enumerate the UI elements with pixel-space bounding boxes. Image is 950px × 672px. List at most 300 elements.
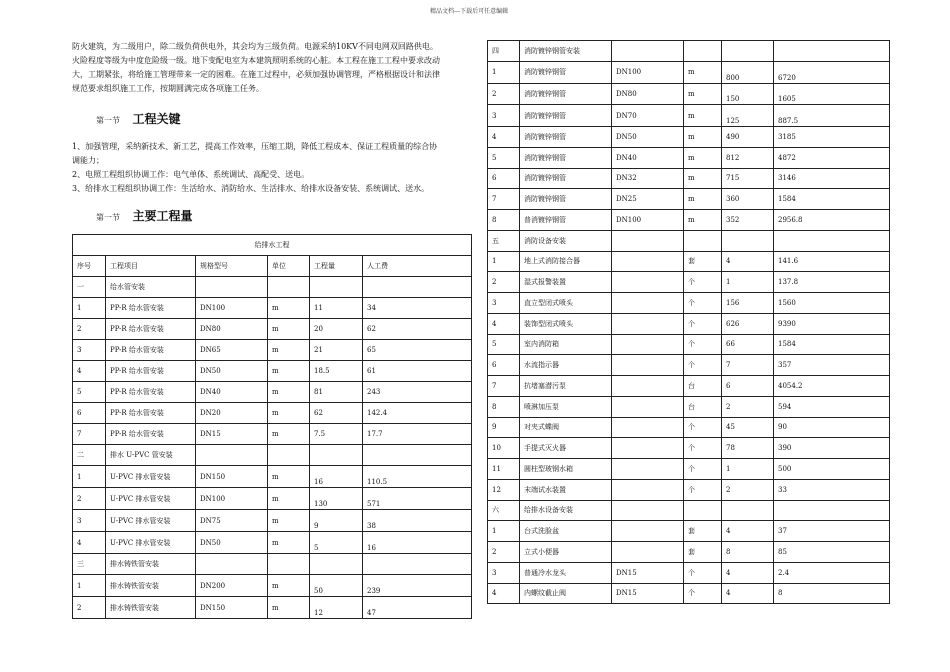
table-cell: m	[268, 488, 310, 510]
section-title: 主要工程量	[132, 209, 193, 223]
table-cell	[310, 277, 363, 298]
table-cell: 台式洗脸盆	[520, 521, 612, 542]
table-cell: DN50	[196, 532, 268, 554]
table-cell: 10	[488, 438, 520, 459]
table-row	[488, 583, 890, 604]
table-cell: 8	[488, 396, 520, 417]
table-cell: 110.5	[363, 466, 472, 488]
table-cell: 排水 U-PVC 管安装	[106, 445, 196, 466]
table-cell: m	[268, 298, 310, 319]
intro-line: 火险程度等级为中度危险级一级。地下变配电室为本建筑照明系统的心脏。本工程在施工工程中要求改动	[72, 56, 440, 65]
table-row	[488, 479, 890, 500]
table-cell: 8	[488, 210, 520, 231]
table-cell: 38	[363, 510, 472, 532]
table-cell	[268, 277, 310, 298]
table-row	[488, 396, 890, 417]
section-number: 第一节	[96, 213, 120, 222]
table-cell: PP-R 给水管安装	[106, 382, 196, 403]
table-cell: 4	[722, 583, 774, 604]
table-cell: 个	[684, 272, 722, 293]
table-row	[488, 147, 890, 168]
table-cell: DN80	[196, 319, 268, 340]
table-row	[488, 438, 890, 459]
column-header: 序号	[73, 256, 106, 277]
table-cell	[612, 41, 684, 62]
table-cell: m	[268, 532, 310, 554]
section-heading-key	[96, 110, 181, 127]
table-cell: m	[268, 424, 310, 445]
table-cell: 2	[722, 396, 774, 417]
table-cell	[612, 459, 684, 480]
table-cell: 消防设备安装	[520, 230, 612, 251]
table-row	[488, 189, 890, 210]
table-cell: DN200	[196, 575, 268, 597]
table-cell: m	[268, 319, 310, 340]
table-cell: 3	[488, 562, 520, 583]
table-cell: 普消镀锌钢管	[520, 210, 612, 231]
table-row	[488, 251, 890, 272]
table-row	[73, 340, 472, 361]
table-cell: 85	[774, 542, 890, 563]
table-cell: 5	[488, 147, 520, 168]
table-cell: 1	[488, 521, 520, 542]
table-cell: 3	[73, 340, 106, 361]
table-cell: 手提式灭火器	[520, 438, 612, 459]
table-cell: 50	[310, 575, 363, 597]
table-row	[488, 127, 890, 148]
table-row	[73, 554, 472, 575]
table-cell: 7	[73, 424, 106, 445]
bullet-line: 调能力；	[72, 156, 104, 165]
table-cell	[612, 521, 684, 542]
table-cell: 个	[684, 293, 722, 314]
table-cell: 3	[73, 510, 106, 532]
table-cell: 20	[310, 319, 363, 340]
table-cell	[196, 445, 268, 466]
column-header: 规格型号	[196, 256, 268, 277]
table-cell: 45	[722, 417, 774, 438]
table-cell: m	[684, 189, 722, 210]
table-row	[488, 500, 890, 521]
table-cell	[774, 500, 890, 521]
quantities-table-left	[72, 234, 472, 619]
table-row	[73, 488, 472, 510]
table-row	[488, 168, 890, 189]
table-cell: 2	[488, 83, 520, 105]
table-cell	[612, 479, 684, 500]
table-cell: DN75	[196, 510, 268, 532]
table-cell: 239	[363, 575, 472, 597]
table-cell: 243	[363, 382, 472, 403]
table-cell	[722, 41, 774, 62]
table-cell: m	[268, 403, 310, 424]
table-cell: 喷淋加压泵	[520, 396, 612, 417]
table-cell: DN100	[196, 488, 268, 510]
table-cell: 500	[774, 459, 890, 480]
table-cell: DN20	[196, 403, 268, 424]
table-cell: 9	[310, 510, 363, 532]
table-cell: 5	[310, 532, 363, 554]
table-cell: 个	[684, 438, 722, 459]
table-row	[73, 445, 472, 466]
table-cell: DN50	[612, 127, 684, 148]
table-cell	[612, 542, 684, 563]
table-row	[73, 298, 472, 319]
table-cell: 4	[722, 521, 774, 542]
table-cell: PP-R 给水管安装	[106, 298, 196, 319]
table-cell: 81	[310, 382, 363, 403]
table-cell: 给水管安装	[106, 277, 196, 298]
table-caption: 给排水工程	[73, 235, 472, 256]
table-row	[488, 417, 890, 438]
table-cell: 141.6	[774, 251, 890, 272]
table-row	[488, 313, 890, 334]
header-note: 精品文档---下载后可任意编辑	[430, 8, 509, 15]
table-cell: 9	[488, 417, 520, 438]
table-cell: 1	[488, 61, 520, 83]
table-cell	[612, 272, 684, 293]
table-cell: U-PVC 排水管安装	[106, 510, 196, 532]
table-cell: DN40	[612, 147, 684, 168]
table-cell: 4054.2	[774, 376, 890, 397]
table-row	[73, 361, 472, 382]
table-cell: 12	[310, 597, 363, 619]
table-cell: 排水铸铁管安装	[106, 597, 196, 619]
table-cell: m	[268, 510, 310, 532]
table-cell: m	[684, 168, 722, 189]
intro-line: 防火建筑，为二级用户，除二级负荷供电外，其会均为三级负荷。电源采纳10KV不同电网双回路供电。	[72, 42, 438, 51]
table-cell: 17.7	[363, 424, 472, 445]
table-cell	[612, 313, 684, 334]
table-cell: m	[268, 382, 310, 403]
table-cell: 1584	[774, 189, 890, 210]
intro-line: 大，工期紧张，将给施工管理带来一定的困难。在施工过程中，必须加强协调管理，严格根据设计和法律	[72, 70, 440, 79]
table-row	[488, 230, 890, 251]
table-cell	[684, 230, 722, 251]
table-cell: m	[684, 105, 722, 127]
table-cell: PP-R 给水管安装	[106, 361, 196, 382]
table-cell: DN32	[612, 168, 684, 189]
table-cell	[612, 396, 684, 417]
table-cell: 消防镀锌钢管	[520, 83, 612, 105]
table-cell: 一	[73, 277, 106, 298]
table-cell: 圆柱型玻钢水箱	[520, 459, 612, 480]
table-cell: 65	[363, 340, 472, 361]
table-cell: DN50	[196, 361, 268, 382]
table-cell: 消防镀锌钢管	[520, 105, 612, 127]
table-cell: 6	[488, 168, 520, 189]
table-cell: 571	[363, 488, 472, 510]
table-cell: 3185	[774, 127, 890, 148]
table-cell: m	[684, 83, 722, 105]
table-cell: 125	[722, 105, 774, 127]
table-cell: DN150	[196, 597, 268, 619]
table-cell: m	[268, 340, 310, 361]
table-row	[488, 272, 890, 293]
table-cell: DN100	[196, 298, 268, 319]
table-cell: 7	[488, 376, 520, 397]
table-cell: 五	[488, 230, 520, 251]
table-cell	[310, 554, 363, 575]
table-row	[488, 376, 890, 397]
table-cell: m	[268, 361, 310, 382]
table-cell	[612, 376, 684, 397]
table-cell: 37	[774, 521, 890, 542]
table-cell: 消防镀锌钢管	[520, 147, 612, 168]
table-cell	[612, 438, 684, 459]
table-cell: 消防镀锌钢管	[520, 127, 612, 148]
table-cell: 16	[363, 532, 472, 554]
table-cell: 2.4	[774, 562, 890, 583]
table-row	[488, 355, 890, 376]
table-cell: m	[684, 61, 722, 83]
table-cell: m	[268, 466, 310, 488]
table-cell: 水流指示器	[520, 355, 612, 376]
table-cell: 四	[488, 41, 520, 62]
table-cell: U-PVC 排水管安装	[106, 532, 196, 554]
table-cell: DN15	[612, 583, 684, 604]
table-cell: 三	[73, 554, 106, 575]
table-cell: 357	[774, 355, 890, 376]
table-cell: DN65	[196, 340, 268, 361]
table-cell: 1	[73, 575, 106, 597]
table-cell: 130	[310, 488, 363, 510]
table-cell: 6	[722, 376, 774, 397]
column-header: 单位	[268, 256, 310, 277]
table-cell: 11	[488, 459, 520, 480]
table-cell: DN150	[196, 466, 268, 488]
table-cell: DN100	[612, 61, 684, 83]
table-row	[73, 403, 472, 424]
table-cell: 4	[488, 313, 520, 334]
table-cell: 33	[774, 479, 890, 500]
table-cell: PP-R 给水管安装	[106, 424, 196, 445]
table-cell: 个	[684, 583, 722, 604]
table-cell: 1	[722, 272, 774, 293]
table-cell: 套	[684, 542, 722, 563]
table-cell: 台	[684, 396, 722, 417]
table-cell: 1	[73, 466, 106, 488]
table-cell: DN25	[612, 189, 684, 210]
table-cell: 142.4	[363, 403, 472, 424]
table-cell: 直立型闭式喷头	[520, 293, 612, 314]
table-row	[488, 105, 890, 127]
table-cell: 4872	[774, 147, 890, 168]
table-cell: 137.8	[774, 272, 890, 293]
key-points-list	[72, 140, 472, 196]
table-cell: 390	[774, 438, 890, 459]
table-cell: 排水铸铁管安装	[106, 554, 196, 575]
table-cell: 1605	[774, 83, 890, 105]
table-cell: 594	[774, 396, 890, 417]
table-row	[73, 466, 472, 488]
table-cell: 抗堵塞潜污泵	[520, 376, 612, 397]
table-cell: 4	[73, 532, 106, 554]
table-cell: 消防镀锌钢管	[520, 189, 612, 210]
table-cell: 90	[774, 417, 890, 438]
table-row	[488, 542, 890, 563]
table-cell: 6	[488, 355, 520, 376]
table-cell: 34	[363, 298, 472, 319]
table-cell	[363, 445, 472, 466]
table-row	[488, 210, 890, 231]
table-cell: 150	[722, 83, 774, 105]
table-cell: 16	[310, 466, 363, 488]
table-cell: 立式小便器	[520, 542, 612, 563]
table-cell: 8	[774, 583, 890, 604]
table-cell: 360	[722, 189, 774, 210]
table-row	[73, 277, 472, 298]
table-cell: 2	[488, 272, 520, 293]
table-row	[488, 334, 890, 355]
table-cell	[612, 500, 684, 521]
table-row	[73, 424, 472, 445]
table-cell: 6	[73, 403, 106, 424]
table-cell: 普通冷水龙头	[520, 562, 612, 583]
bullet-line: 1、加强管理，采纳新技术、新工艺，提高工作效率，压缩工期，降低工程成本、保证工程质量的综合协	[72, 142, 438, 151]
table-cell: 内螺纹截止阀	[520, 583, 612, 604]
table-cell: 消防镀锌钢管	[520, 168, 612, 189]
table-cell	[722, 230, 774, 251]
bullet-line: 2、电照工程组织协调工作：电气单体、系统调试、高配受、送电。	[72, 170, 310, 179]
table-cell	[612, 355, 684, 376]
table-row	[488, 83, 890, 105]
table-cell: 9390	[774, 313, 890, 334]
table-cell	[774, 41, 890, 62]
table-cell	[268, 554, 310, 575]
table-cell: 套	[684, 251, 722, 272]
intro-paragraph	[72, 40, 472, 96]
table-cell: 800	[722, 61, 774, 83]
table-row	[488, 61, 890, 83]
column-header: 工程项目	[106, 256, 196, 277]
quantities-table-right	[487, 40, 890, 604]
table-row	[73, 510, 472, 532]
table-cell: m	[684, 147, 722, 168]
table-cell: 4	[722, 251, 774, 272]
intro-line: 规范要求组织施工工作，按期圆满完成各项施工任务。	[72, 84, 264, 93]
table-cell	[722, 500, 774, 521]
table-cell: U-PVC 排水管安装	[106, 488, 196, 510]
table-cell: 消防镀锌钢管	[520, 61, 612, 83]
table-cell: 3	[488, 105, 520, 127]
table-cell: 个	[684, 562, 722, 583]
table-cell: 3	[488, 293, 520, 314]
table-cell: 2	[488, 542, 520, 563]
table-row	[73, 597, 472, 619]
table-cell: 66	[722, 334, 774, 355]
table-cell: 12	[488, 479, 520, 500]
table-cell: 台	[684, 376, 722, 397]
table-cell: DN80	[612, 83, 684, 105]
table-cell: 887.5	[774, 105, 890, 127]
table-row	[488, 41, 890, 62]
table-cell	[363, 554, 472, 575]
table-cell	[684, 41, 722, 62]
table-cell: 4	[722, 562, 774, 583]
table-row	[488, 459, 890, 480]
table-cell: 个	[684, 355, 722, 376]
section-number: 第一节	[96, 116, 120, 125]
table-row	[73, 319, 472, 340]
table-cell: 排水铸铁管安装	[106, 575, 196, 597]
table-cell: 18.5	[310, 361, 363, 382]
table-cell: PP-R 给水管安装	[106, 403, 196, 424]
table-cell: m	[684, 210, 722, 231]
table-cell: 个	[684, 334, 722, 355]
column-header: 人工费	[363, 256, 472, 277]
table-cell: 1560	[774, 293, 890, 314]
table-cell: U-PVC 排水管安装	[106, 466, 196, 488]
table-cell: 对夹式蝶阀	[520, 417, 612, 438]
table-cell	[612, 334, 684, 355]
table-cell: 二	[73, 445, 106, 466]
table-cell	[268, 445, 310, 466]
table-cell: 8	[722, 542, 774, 563]
table-cell: m	[684, 127, 722, 148]
table-cell: 2	[73, 319, 106, 340]
table-row	[488, 293, 890, 314]
table-cell: 给排水设备安装	[520, 500, 612, 521]
table-cell: 7.5	[310, 424, 363, 445]
table-row	[73, 382, 472, 403]
section-title: 工程关键	[132, 112, 181, 126]
table-cell: 室内消防箱	[520, 334, 612, 355]
table-cell: 47	[363, 597, 472, 619]
table-cell: DN100	[612, 210, 684, 231]
table-row	[73, 532, 472, 554]
table-cell: 4	[488, 583, 520, 604]
section-heading-quantities	[96, 207, 193, 224]
table-cell: 末端试水装置	[520, 479, 612, 500]
table-cell	[196, 277, 268, 298]
table-cell: DN70	[612, 105, 684, 127]
table-cell: 个	[684, 313, 722, 334]
table-cell: 1584	[774, 334, 890, 355]
table-cell: 715	[722, 168, 774, 189]
table-cell: 5	[488, 334, 520, 355]
table-cell: 装饰型闭式喷头	[520, 313, 612, 334]
table-cell	[612, 417, 684, 438]
table-cell: DN15	[612, 562, 684, 583]
table-cell: 个	[684, 459, 722, 480]
table-cell: 六	[488, 500, 520, 521]
table-cell: 2956.8	[774, 210, 890, 231]
table-cell: 61	[363, 361, 472, 382]
table-cell: PP-R 给水管安装	[106, 340, 196, 361]
table-cell: 490	[722, 127, 774, 148]
table-cell: 1	[722, 459, 774, 480]
table-cell	[774, 230, 890, 251]
table-cell: 2	[73, 488, 106, 510]
table-cell: DN15	[196, 424, 268, 445]
bullet-line: 3、给排水工程组织协调工作：生活给水、消防给水、生活排水、给排水设备安装、系统调试、送水。	[72, 184, 430, 193]
table-cell	[612, 251, 684, 272]
table-cell: 消防镀锌钢管安装	[520, 41, 612, 62]
table-cell: 个	[684, 479, 722, 500]
table-cell: 7	[722, 355, 774, 376]
table-cell: 21	[310, 340, 363, 361]
table-cell: 4	[488, 127, 520, 148]
table-header-row	[73, 256, 472, 277]
table-cell: 6720	[774, 61, 890, 83]
table-cell: 7	[488, 189, 520, 210]
table-cell: 个	[684, 417, 722, 438]
table-cell	[363, 277, 472, 298]
table-cell: m	[268, 597, 310, 619]
table-cell: 62	[363, 319, 472, 340]
table-cell: 5	[73, 382, 106, 403]
